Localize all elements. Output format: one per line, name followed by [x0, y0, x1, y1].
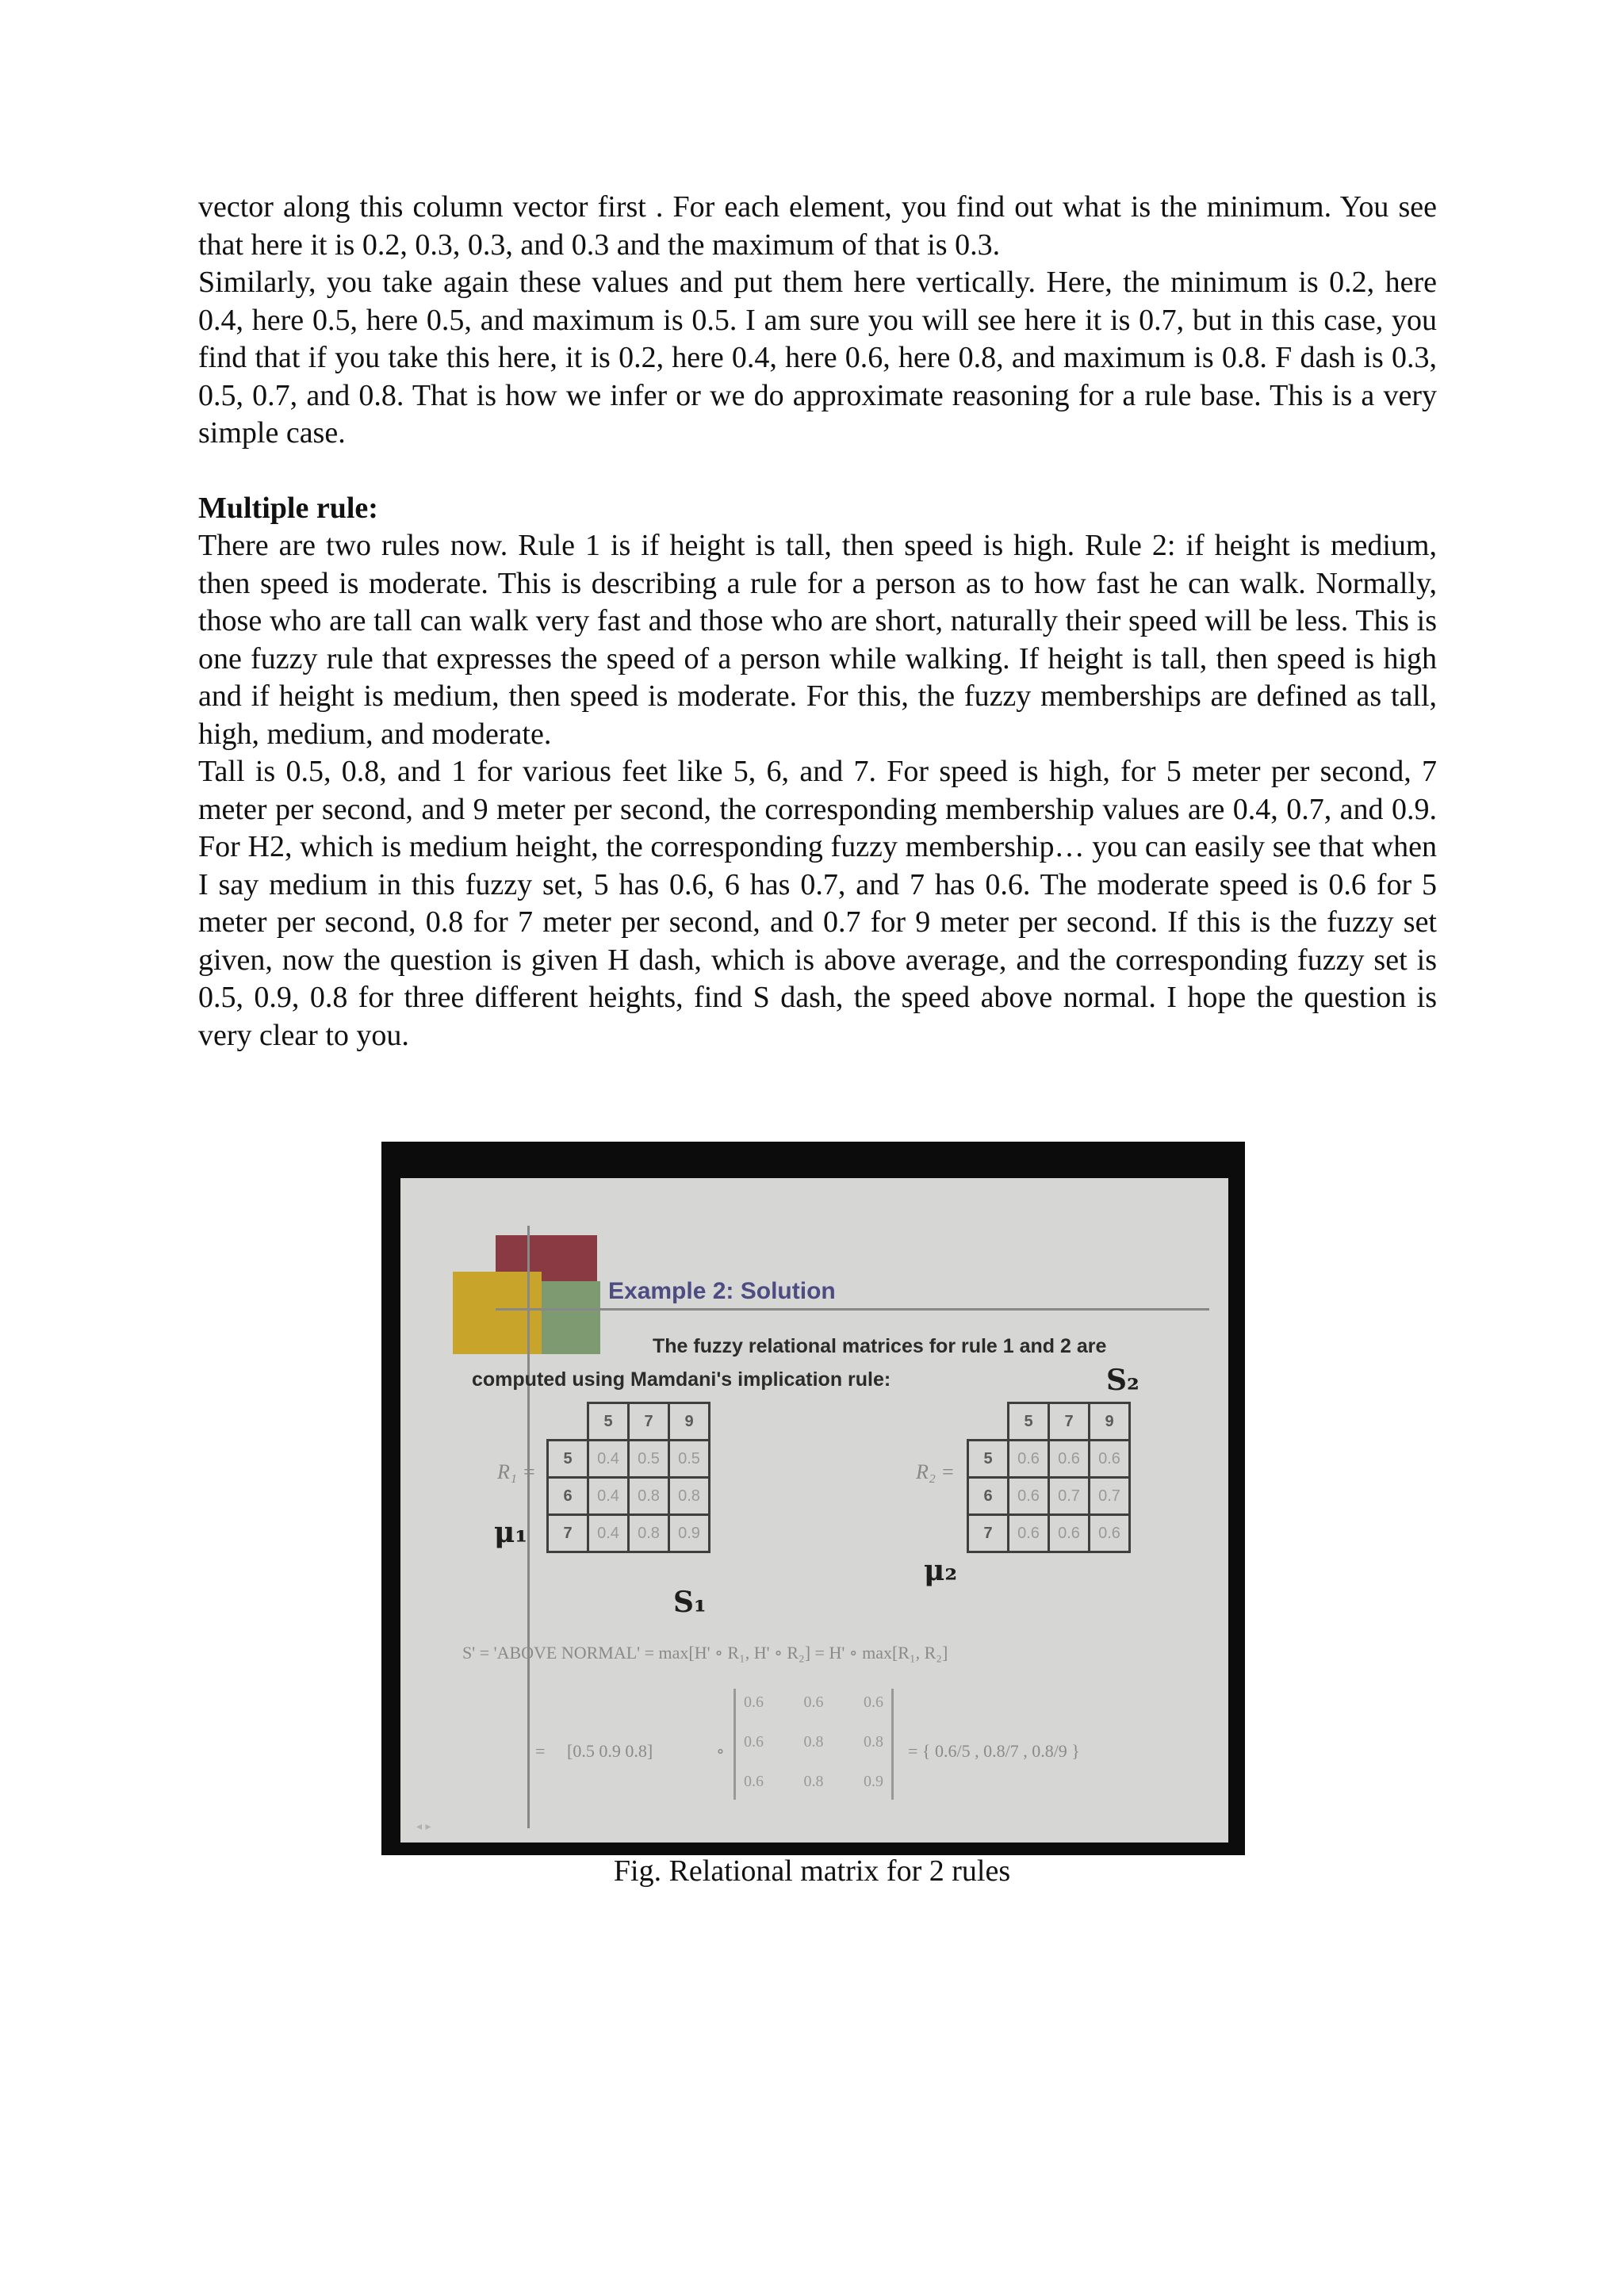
paragraph-2: Similarly, you take again these values and put them here vertically. Here, the minimum is 0.2, here 0.4, here 0.5, here 0.5, and maximum is 0.5. I am sure you will see here it is 0.7, but in this case, you find that if you take this here, it is 0.2, here 0.4, here 0.6, here 0.8, and maximum is 0.8. F dash is 0.3, 0.5, 0.7, and 0.8. That is how we infer or we do approximate reasoning for a rule base. This is a very simple case.: [198, 266, 1437, 450]
equation-equals: =: [535, 1741, 546, 1761]
r2-matrix: [967, 1402, 1131, 1553]
decor-vertical-line: [527, 1226, 530, 1828]
table-cell: 9: [1090, 1403, 1130, 1441]
table-cell: [968, 1403, 1009, 1441]
slide-title: Example 2: Solution: [608, 1278, 836, 1304]
table-cell: 0.4: [588, 1478, 629, 1515]
table-cell: 0.4: [588, 1515, 629, 1552]
table-cell: 0.6: [1090, 1515, 1130, 1552]
table-cell: [548, 1403, 588, 1441]
matrix-cell: 0.6: [803, 1693, 824, 1711]
table-cell: 5: [588, 1403, 629, 1441]
table-cell: 0.5: [629, 1441, 669, 1478]
table-cell: 5: [548, 1441, 588, 1478]
r2-label: R₂ =: [916, 1460, 955, 1483]
matrix-cell: 0.8: [803, 1773, 824, 1790]
matrix-cell: 0.8: [864, 1733, 883, 1751]
table-row: [548, 1441, 710, 1478]
table-cell: 0.6: [1009, 1441, 1049, 1478]
table-cell: 0.8: [629, 1515, 669, 1552]
matrix-cell: 0.9: [864, 1773, 883, 1790]
figure-caption: Fig. Relational matrix for 2 rules: [613, 1854, 1011, 1888]
result-matrix: [733, 1689, 894, 1800]
matrix-cell: 0.6: [864, 1693, 883, 1711]
paragraph-4: Tall is 0.5, 0.8, and 1 for various feet like 5, 6, and 7. For speed is high, for 5 meter per second, 7 meter per second, and 9 meter per second, the corresponding membership values are 0.4, 0.7, and 0.9. For H2, which is medium height, the corresponding fuzzy membership… you can easily see that when I say medium in this fuzzy set, 5 has 0.6, 6 has 0.7, and 7 has 0.6. The moderate speed is 0.6 for 5 meter per second, 0.8 for 7 meter per second, and 0.7 for 9 meter per second. If this is the fuzzy set given, now the question is given H dash, which is above average, and the corresponding fuzzy set is 0.5, 0.9, 0.8 for three different heights, find S dash, the speed above normal. I hope the question is very clear to you.: [198, 755, 1437, 1052]
handwritten-s2: S₂: [1106, 1364, 1139, 1397]
table-cell: 0.8: [629, 1478, 669, 1515]
slide-text-line-2: computed using Mamdani's implication rule:: [472, 1368, 891, 1391]
table-cell: 0.6: [1049, 1441, 1090, 1478]
handwritten-mu1: μ₁: [494, 1516, 528, 1549]
table-cell: 0.6: [1009, 1515, 1049, 1552]
paragraph-3: There are two rules now. Rule 1 is if height is tall, then speed is high. Rule 2: if height is medium, then speed is moderate. This is describing a rule for a person as to how fast he can walk. Normally, those who are tall can walk very fast and those who are short, naturally their speed will be less. This is one fuzzy rule that expresses the speed of a person while walking. If height is tall, then speed is high and if height is medium, then speed is moderate. For this, the fuzzy memberships are defined as tall, high, medium, and moderate.: [198, 529, 1437, 751]
table-cell: 7: [1049, 1403, 1090, 1441]
handwritten-s1: S₁: [673, 1586, 707, 1619]
table-cell: 6: [548, 1478, 588, 1515]
table-cell: 9: [669, 1403, 710, 1441]
table-cell: 0.6: [1090, 1441, 1130, 1478]
table-cell: 6: [968, 1478, 1009, 1515]
slide-nav-icon: ◂ ▸: [416, 1820, 431, 1833]
title-rule: [496, 1308, 1209, 1311]
table-row: [548, 1403, 710, 1441]
table-cell: 0.7: [1049, 1478, 1090, 1515]
table-row: [968, 1515, 1130, 1552]
r1-label: R₁ =: [497, 1460, 536, 1483]
matrix-cell: 0.6: [744, 1693, 764, 1711]
matrix-cell: 0.6: [744, 1773, 764, 1790]
matrix-cell: 0.8: [803, 1733, 824, 1751]
r1-matrix: [546, 1402, 710, 1553]
table-row: [968, 1478, 1130, 1515]
equation-line-1: S' = 'ABOVE NORMAL' = max[H' ∘ R₁, H' ∘ R₂] = H' ∘ max[R₁, R₂]: [462, 1643, 948, 1663]
table-cell: 0.8: [669, 1478, 710, 1515]
table-row: [548, 1478, 710, 1515]
slide-content: [400, 1178, 1228, 1843]
table-row: [548, 1515, 710, 1552]
section-heading: Multiple rule:: [198, 491, 378, 525]
table-row: [968, 1403, 1130, 1441]
handwritten-mu2: μ₂: [924, 1554, 958, 1587]
body-text: [198, 189, 1437, 1054]
table-row: [968, 1441, 1130, 1478]
paragraph-1: vector along this column vector first . For each element, you find out what is the minimum. You see that here it is 0.2, 0.3, 0.3, and 0.3 and the maximum of that is 0.3.: [198, 190, 1437, 262]
table-cell: 0.7: [1090, 1478, 1130, 1515]
matrix-cell: 0.6: [744, 1733, 764, 1751]
table-cell: 5: [1009, 1403, 1049, 1441]
table-cell: 5: [968, 1441, 1009, 1478]
decor-green-square: [542, 1281, 600, 1354]
row-vector: [0.5 0.9 0.8]: [567, 1741, 653, 1761]
table-cell: 7: [629, 1403, 669, 1441]
result-set: = { 0.6/5 , 0.8/7 , 0.8/9 }: [908, 1741, 1080, 1761]
table-cell: 7: [548, 1515, 588, 1552]
compose-operator: ∘: [716, 1741, 725, 1761]
table-cell: 0.6: [1049, 1515, 1090, 1552]
table-cell: 0.5: [669, 1441, 710, 1478]
table-cell: 0.4: [588, 1441, 629, 1478]
table-cell: 7: [968, 1515, 1009, 1552]
table-cell: 0.9: [669, 1515, 710, 1552]
slide-text-line-1: The fuzzy relational matrices for rule 1 and 2 are: [653, 1335, 1107, 1357]
slide-figure: [381, 1142, 1245, 1855]
table-cell: 0.6: [1009, 1478, 1049, 1515]
